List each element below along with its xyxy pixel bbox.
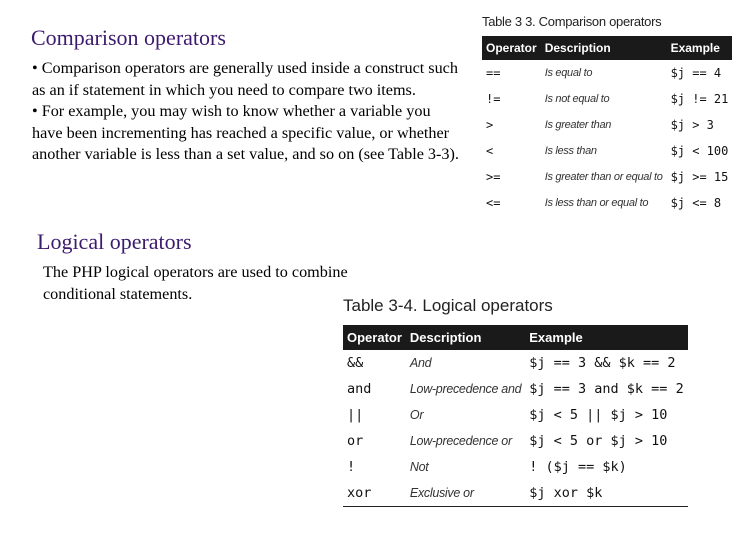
description-cell: Is less than or equal to [544,197,649,209]
table-row [343,350,688,376]
operator-cell: > [486,118,494,132]
description-cell: And [409,356,432,370]
example-cell: $j <= 8 [670,196,722,210]
table-row [482,112,732,138]
logical-operators-table [343,325,688,507]
table-row [343,454,688,480]
operator-cell: != [486,92,501,106]
comparison-operators-table [482,36,732,216]
operator-cell: == [486,66,501,80]
table-header-row [482,36,732,60]
header-example: Example [667,36,732,60]
header-description: Description [406,325,525,350]
example-cell: $j >= 15 [670,170,729,184]
operator-cell: <= [486,196,501,210]
table-caption: Table 3 3. Comparison operators [482,14,662,29]
comparison-description [32,58,462,166]
table-row [482,164,732,190]
header-operator: Operator [482,36,541,60]
table-row [482,190,732,216]
example-cell: $j < 100 [670,144,729,158]
comparison-operators-table-figure [482,14,732,216]
example-cell: $j > 3 [670,118,714,132]
operator-cell: xor [347,485,372,501]
table-row [343,480,688,507]
table-header-row [343,325,688,350]
operator-cell: or [347,433,364,449]
table-row [343,402,688,428]
logical-text: The PHP logical operators are used to combine conditional statements. [43,263,348,303]
table-row [343,376,688,402]
table-row [482,60,732,86]
operator-cell: ! [347,459,356,475]
table-row [482,138,732,164]
example-cell: $j == 3 and $k == 2 [529,381,684,397]
table-row [482,86,732,112]
comparison-bullet-1: • Comparison operators are generally used inside a construct such as an if statement in which you need to compare two items. [32,59,458,99]
description-cell: Not [409,460,429,474]
header-operator: Operator [343,325,406,350]
description-cell: Is not equal to [544,93,610,105]
example-cell: $j == 4 [670,66,722,80]
description-cell: Is equal to [544,67,593,79]
logical-operators-table-figure [343,296,688,507]
example-cell: $j < 5 or $j > 10 [529,433,668,449]
description-cell: Is greater than [544,119,612,131]
operator-cell: and [347,381,372,397]
example-cell: $j == 3 && $k == 2 [529,355,676,371]
comparison-bullet-2: • For example, you may wish to know whether a variable you have been incrementing has reached a specific value, or whether another variable is less than a set value, and so on (see Table 3-3). [32,102,459,163]
comparison-heading: Comparison operators [31,25,226,50]
operator-cell: && [347,355,364,371]
description-cell: Is less than [544,145,597,157]
example-cell: $j xor $k [529,485,603,501]
operator-cell: || [347,407,364,423]
header-description: Description [541,36,667,60]
header-example: Example [525,325,687,350]
description-cell: Low-precedence and [409,382,522,396]
description-cell: Or [409,408,424,422]
logical-heading: Logical operators [37,229,192,254]
example-cell: $j != 21 [670,92,729,106]
operator-cell: >= [486,170,501,184]
description-cell: Low-precedence or [409,434,512,448]
example-cell: ! ($j == $k) [529,459,627,475]
table-caption: Table 3-4. Logical operators [343,296,553,315]
description-cell: Is greater than or equal to [544,171,663,183]
table-row [343,428,688,454]
description-cell: Exclusive or [409,486,474,500]
operator-cell: < [486,144,494,158]
example-cell: $j < 5 || $j > 10 [529,407,668,423]
